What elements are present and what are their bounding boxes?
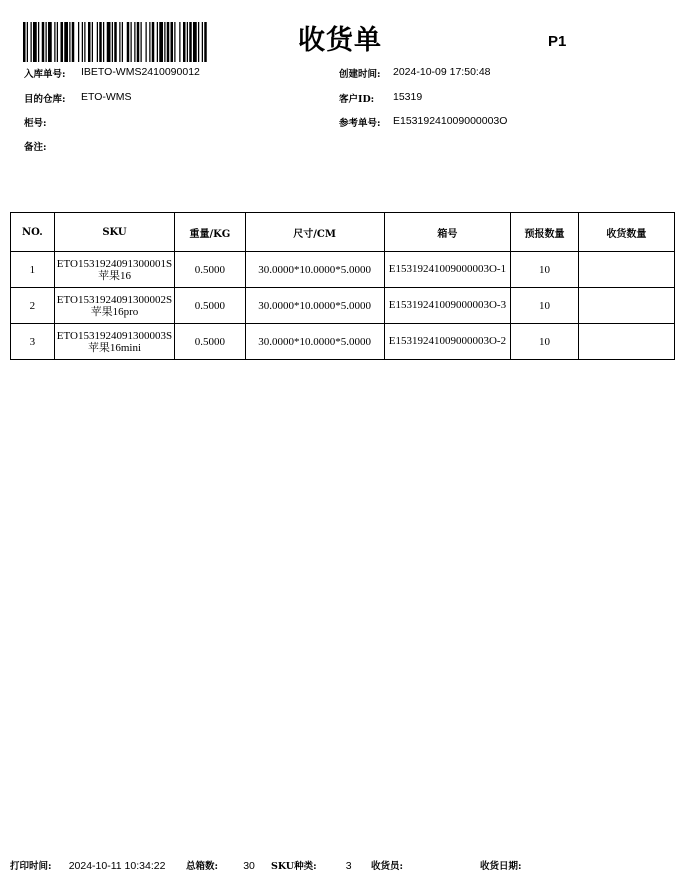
- total-boxes-value: 30: [243, 860, 255, 872]
- reference-no-label: 参考单号:: [339, 118, 381, 129]
- barcode-bar: [157, 22, 158, 62]
- barcode-bar: [159, 22, 163, 62]
- cell-box-no: E15319241009000003O-3: [384, 288, 511, 324]
- cell-sku: [54, 288, 174, 324]
- barcode-bar: [42, 22, 45, 62]
- barcode-bar: [64, 22, 68, 62]
- warehouse-value: ETO-WMS: [81, 91, 132, 103]
- cell-box-no: E15319241009000003O-1: [384, 252, 511, 288]
- items-table: [10, 212, 675, 360]
- barcode-bar: [107, 22, 111, 62]
- barcode-bar: [127, 22, 130, 62]
- barcode-bar: [69, 22, 70, 62]
- barcode-bar: [27, 22, 28, 62]
- barcode-bar: [193, 22, 197, 62]
- cabinet-label: 柜号:: [24, 118, 47, 129]
- page-title: 收货单: [298, 25, 382, 56]
- barcode-bar: [198, 22, 199, 62]
- header-size: 尺寸/CM: [245, 213, 384, 252]
- barcode-bar: [97, 22, 98, 62]
- sku-code: ETO1531924091300001S: [56, 257, 173, 270]
- sku-name: 苹果16pro: [90, 305, 139, 318]
- barcode-bar: [164, 22, 165, 62]
- created-time-value: 2024-10-09 17:50:48: [393, 66, 491, 78]
- cell-weight: 0.5000: [175, 252, 246, 288]
- table-row: [11, 324, 675, 360]
- barcode-bar: [152, 22, 155, 62]
- barcode-bar: [202, 22, 203, 62]
- barcode-bar: [38, 22, 39, 62]
- barcode-bar: [179, 22, 180, 62]
- cell-weight: 0.5000: [175, 324, 246, 360]
- barcode-bar: [141, 22, 142, 62]
- receiver-field: [371, 858, 403, 872]
- customer-id-field: [339, 91, 423, 105]
- inbound-no-value: IBETO-WMS2410090012: [81, 66, 200, 78]
- barcode-bar: [171, 22, 174, 62]
- created-time-field: [339, 66, 491, 80]
- barcode-bar: [31, 22, 32, 62]
- cell-size: 30.0000*10.0000*5.0000: [245, 324, 384, 360]
- sku-code: ETO1531924091300002S: [56, 293, 173, 306]
- print-time-value: 2024-10-11 10:34:22: [68, 860, 166, 872]
- cell-box-no: E15319241009000003O-2: [384, 324, 511, 360]
- cabinet-field: [24, 115, 47, 129]
- inbound-no-label: 入库单号:: [24, 69, 66, 80]
- warehouse-label: 目的仓库:: [24, 94, 66, 105]
- sku-types-value: 3: [345, 860, 352, 872]
- barcode-bar: [54, 22, 55, 62]
- header-weight: 重量/KG: [175, 213, 246, 252]
- cell-received-qty: [578, 288, 674, 324]
- barcode-bar: [99, 22, 102, 62]
- barcode-bar: [187, 22, 188, 62]
- sku-types-field: [271, 858, 352, 872]
- barcode-bar: [78, 22, 79, 62]
- customer-id-value: 15319: [393, 91, 423, 103]
- barcode-bar: [204, 22, 207, 62]
- cell-weight: 0.5000: [175, 288, 246, 324]
- barcode-bar: [183, 22, 186, 62]
- barcode-bar: [88, 22, 91, 62]
- receive-date-label: 收货日期:: [480, 861, 522, 872]
- sku-name: 苹果16: [97, 269, 131, 282]
- barcode-bar: [84, 22, 85, 62]
- remark-field: [24, 139, 47, 153]
- barcode-bar: [134, 22, 135, 62]
- cell-forecast-qty: 10: [511, 252, 578, 288]
- sku-name: 苹果16mini: [87, 341, 142, 354]
- barcode-bar: [92, 22, 93, 62]
- inbound-no-field: [24, 66, 200, 80]
- header-forecast-qty: 预报数量: [511, 213, 578, 252]
- barcode-bar: [114, 22, 117, 62]
- header-received-qty: 收货数量: [578, 213, 674, 252]
- header-box-no: 箱号: [384, 213, 511, 252]
- receiver-label: 收货员:: [371, 861, 404, 872]
- barcode-image: [23, 22, 271, 62]
- barcode-bar: [146, 22, 147, 62]
- print-time-field: [10, 858, 165, 872]
- barcode-bar: [46, 22, 47, 62]
- table-row: [11, 288, 675, 324]
- sku-types-label: SKU种类:: [271, 861, 317, 872]
- total-boxes-field: [186, 858, 255, 872]
- cell-forecast-qty: 10: [511, 324, 578, 360]
- cell-received-qty: [578, 324, 674, 360]
- table-header-row: [11, 213, 675, 252]
- cell-size: 30.0000*10.0000*5.0000: [245, 252, 384, 288]
- barcode-bar: [23, 22, 26, 62]
- barcode-bar: [72, 22, 75, 62]
- barcode-bar: [149, 22, 150, 62]
- barcode-bar: [189, 22, 192, 62]
- barcode-bar: [174, 22, 175, 62]
- customer-id-label: 客户ID:: [339, 94, 375, 105]
- barcode-bar: [122, 22, 123, 62]
- cell-size: 30.0000*10.0000*5.0000: [245, 288, 384, 324]
- barcode-bar: [57, 22, 58, 62]
- cell-no: 1: [11, 252, 55, 288]
- reference-no-value: E15319241009000003O: [393, 115, 508, 127]
- receive-date-field: [480, 858, 522, 872]
- header-sku: SKU: [54, 213, 174, 252]
- total-boxes-label: 总箱数:: [186, 861, 219, 872]
- table-row: [11, 252, 675, 288]
- barcode-bar: [167, 22, 170, 62]
- barcode-bar: [33, 22, 37, 62]
- barcode-bar: [119, 22, 120, 62]
- print-time-label: 打印时间:: [10, 861, 52, 872]
- barcode-bar: [82, 22, 83, 62]
- barcode-bar: [137, 22, 140, 62]
- header-no: NO.: [11, 213, 55, 252]
- cell-forecast-qty: 10: [511, 288, 578, 324]
- created-time-label: 创建时间:: [339, 69, 381, 80]
- reference-no-field: [339, 115, 508, 129]
- cell-sku: [54, 252, 174, 288]
- cell-no: 3: [11, 324, 55, 360]
- barcode-bar: [112, 22, 113, 62]
- sku-code: ETO1531924091300003S: [56, 329, 173, 342]
- warehouse-field: [24, 91, 132, 105]
- cell-no: 2: [11, 288, 55, 324]
- barcode-bar: [131, 22, 132, 62]
- barcode-bar: [103, 22, 104, 62]
- page-number: P1: [548, 33, 567, 50]
- barcode-bar: [48, 22, 52, 62]
- barcode-bar: [61, 22, 64, 62]
- cell-sku: [54, 324, 174, 360]
- cell-received-qty: [578, 252, 674, 288]
- remark-label: 备注:: [24, 142, 47, 153]
